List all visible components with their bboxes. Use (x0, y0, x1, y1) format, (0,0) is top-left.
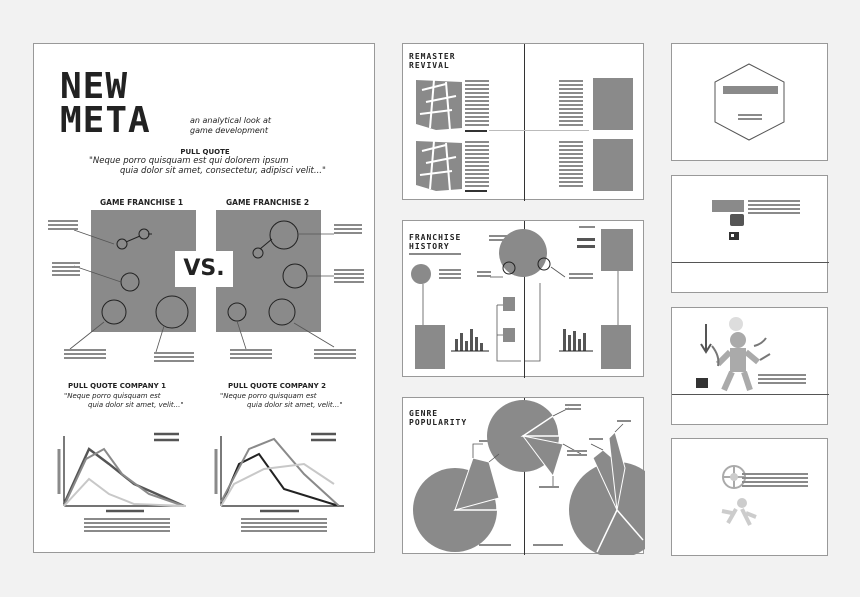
company2-label: PULL QUOTE COMPANY 2 (228, 382, 326, 390)
slide-three (671, 307, 828, 425)
franchise1-label: GAME FRANCHISE 1 (100, 198, 184, 207)
genre-title-2: POPULARITY (409, 418, 468, 427)
vs-label: VS. (183, 256, 225, 281)
company2-line1: "Neque porro quisquam est (220, 392, 317, 400)
spread-remaster (402, 43, 644, 200)
remaster-puzzle-2 (416, 141, 462, 191)
spread-franchise (402, 220, 644, 377)
slide-four (671, 438, 828, 556)
poster-panel (33, 43, 375, 553)
genre-title-1: GENRE (409, 409, 439, 418)
company1-label: PULL QUOTE COMPANY 1 (68, 382, 166, 390)
line-charts (34, 44, 376, 554)
poster-title-meta: META (60, 100, 151, 141)
company1-line1: "Neque porro quisquam est (64, 392, 161, 400)
franchise-title-2: HISTORY (409, 242, 450, 251)
genre-pies (403, 398, 645, 555)
poster-title-new: NEW (60, 66, 129, 107)
poster-subtitle-1: an analytical look at (190, 116, 271, 125)
poster-subtitle-2: game development (190, 126, 269, 135)
pull-quote-line2: quia dolor sit amet, consectetur, adipisci velit..." (120, 166, 326, 176)
slide-two (671, 175, 828, 293)
remaster-title-1: REMASTER (409, 52, 456, 61)
chart1-caption (84, 518, 170, 534)
slide-hexagon (671, 43, 828, 161)
company1-line2: quia dolor sit amet, velit..." (88, 401, 184, 409)
character-icon (728, 230, 742, 242)
remaster-puzzle-1 (416, 80, 462, 130)
spread-genre (402, 397, 644, 554)
franchise-graphics (403, 221, 645, 378)
pull-quote-line1: "Neque porro quisquam est qui dolorem ipsum (89, 156, 289, 166)
franchise2-label: GAME FRANCHISE 2 (226, 198, 310, 207)
franchise-title-1: FRANCHISE (409, 233, 462, 242)
remaster-title-2: REVIVAL (409, 61, 450, 70)
pull-quote-label: PULL QUOTE (180, 148, 230, 156)
company2-line2: quia dolor sit amet, velit..." (247, 401, 343, 409)
chart2-caption (241, 518, 327, 534)
hexagon-icon (712, 62, 787, 142)
